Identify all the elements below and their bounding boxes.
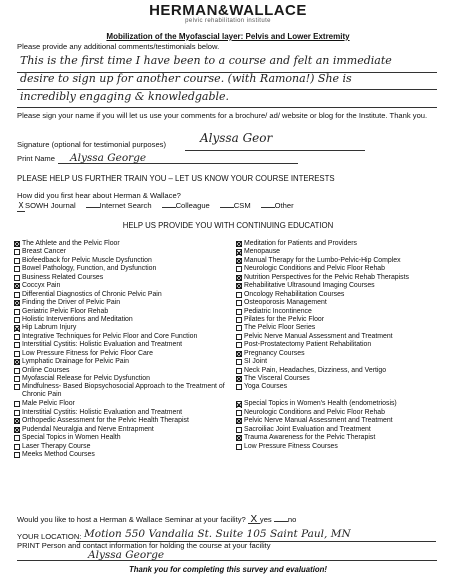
course-option[interactable] — [236, 400, 456, 408]
course-label: Menopause — [244, 248, 281, 256]
print-name-label: Print Name — [17, 154, 55, 163]
course-checkbox[interactable] — [236, 325, 242, 331]
course-label: Sacroiliac Joint Evaluation and Treatment — [244, 425, 371, 433]
course-checkbox[interactable] — [14, 309, 20, 315]
course-option[interactable] — [236, 282, 456, 290]
course-checkbox[interactable] — [236, 384, 242, 390]
hear-option-sowh[interactable]: XSOWH Journal — [18, 201, 76, 210]
course-option[interactable] — [236, 257, 456, 265]
course-checkbox[interactable] — [14, 401, 20, 407]
course-option[interactable] — [14, 358, 234, 366]
courses-right-column — [236, 240, 456, 451]
signature-line — [185, 150, 365, 151]
course-label: Meeks Method Courses — [22, 450, 95, 458]
course-checkbox[interactable] — [14, 292, 20, 298]
course-label: Orthopedic Assessment for the Pelvic Health Therapist — [22, 417, 189, 425]
course-checkbox[interactable] — [236, 342, 242, 348]
course-label: Interstitial Cystitis: Holistic Evaluation and Treatment — [22, 408, 183, 416]
course-option[interactable] — [14, 308, 234, 316]
course-checkbox[interactable] — [14, 427, 20, 433]
course-label: Pelvic Nerve Manual Assessment and Treatment — [244, 417, 393, 425]
course-option[interactable] — [14, 248, 234, 256]
course-label: Yoga Courses — [244, 383, 288, 391]
course-option[interactable] — [236, 308, 456, 316]
course-option[interactable] — [14, 324, 234, 332]
course-option[interactable] — [14, 240, 234, 248]
course-label: Meditation for Patients and Providers — [244, 240, 357, 247]
course-option[interactable] — [236, 265, 456, 273]
course-option[interactable] — [236, 350, 456, 358]
course-label: The Visceral Courses — [244, 375, 310, 382]
logo-text-part: HERMAN&WALLACE — [149, 2, 307, 19]
course-label: Laser Therapy Course — [22, 442, 91, 450]
course-label: Integrative Techniques for Pelvic Floor and Core Function — [22, 332, 198, 340]
course-checkbox[interactable] — [236, 249, 242, 255]
course-checkbox[interactable] — [14, 342, 20, 348]
location-value[interactable]: Motion 550 Vandalia St. Suite 105 Saint Paul, MN — [84, 528, 351, 540]
course-option[interactable] — [14, 282, 234, 290]
course-label: Biofeedback for Pelvic Muscle Dysfunction — [22, 256, 152, 264]
course-label: Differential Diagnostics of Chronic Pelvic Pain — [22, 290, 162, 298]
course-label: The Athlete and the Pelvic Floor — [22, 240, 120, 247]
course-option[interactable] — [14, 417, 234, 425]
print-name-value[interactable]: Alyssa George — [70, 152, 147, 164]
course-checkbox[interactable] — [236, 401, 242, 407]
course-option[interactable] — [14, 257, 234, 265]
hear-option-csm[interactable]: CSM — [220, 202, 251, 212]
course-option[interactable] — [14, 375, 234, 383]
course-label: Holistic Interventions and Meditation — [22, 315, 133, 323]
course-option[interactable] — [236, 248, 456, 256]
course-option[interactable] — [14, 274, 234, 282]
course-option[interactable] — [236, 240, 456, 248]
course-label: Hip Labrum Injury — [22, 324, 77, 332]
course-label: Finding the Driver of Pelvic Pain — [22, 299, 121, 307]
course-label: Bowel Pathology, Function, and Dysfunction — [22, 265, 157, 273]
course-option[interactable] — [236, 316, 456, 324]
course-label: Manual Therapy for the Lumbo-Pelvic-Hip Complex — [244, 256, 401, 264]
course-option[interactable] — [14, 443, 234, 451]
course-checkbox[interactable] — [236, 359, 242, 365]
course-checkbox[interactable] — [14, 300, 20, 306]
courses-left-column — [14, 240, 234, 459]
course-option[interactable] — [14, 299, 234, 307]
contact-value[interactable]: Alyssa George — [88, 549, 165, 561]
course-label: Nutrition Perspectives for the Pelvic Rehab Therapists — [244, 273, 409, 281]
course-checkbox[interactable] — [236, 418, 242, 424]
course-label: Breast Cancer — [22, 248, 67, 256]
form-title: Mobilization of the Myofascial layer: Pelvis and Lower Extremity — [106, 32, 350, 41]
course-checkbox[interactable] — [14, 258, 20, 264]
course-checkbox[interactable] — [14, 376, 20, 382]
course-checkbox[interactable] — [236, 376, 242, 382]
course-checkbox[interactable] — [236, 427, 242, 433]
education-heading: HELP US PROVIDE YOU WITH CONTINUING EDUCATION — [122, 221, 334, 230]
course-checkbox[interactable] — [14, 334, 20, 340]
course-option[interactable] — [14, 367, 234, 375]
course-option — [236, 392, 456, 400]
course-option[interactable] — [236, 417, 456, 425]
course-checkbox[interactable] — [14, 444, 20, 450]
course-checkbox[interactable] — [14, 266, 20, 272]
course-label: Oncology Rehabilitation Courses — [244, 290, 345, 298]
course-label: Business Related Courses — [22, 273, 104, 281]
course-label: Trauma Awareness for the Pelvic Therapist — [244, 434, 376, 442]
hear-option-internet[interactable]: Internet Search — [86, 202, 152, 212]
course-option[interactable] — [236, 274, 456, 282]
course-checkbox[interactable] — [14, 452, 20, 458]
course-checkbox[interactable] — [14, 368, 20, 374]
course-checkbox[interactable] — [236, 258, 242, 264]
course-label: Neurologic Conditions and Pelvic Floor Rehab — [244, 265, 385, 273]
course-label: Coccyx Pain — [22, 282, 61, 290]
course-option[interactable] — [14, 350, 234, 358]
course-checkbox[interactable] — [236, 275, 242, 281]
course-checkbox[interactable] — [14, 384, 20, 390]
course-label: Myofascial Release for Pelvic Dysfunction — [22, 375, 150, 382]
course-checkbox[interactable] — [14, 359, 20, 365]
location-label: YOUR LOCATION: — [17, 532, 82, 541]
permission-text: Please sign your name if you will let us use your comments for a brochure/ ad/ website or blog for the Institute. Thank you. — [17, 111, 428, 120]
course-label: Interstitial Cystitis: Holistic Evaluation and Treatment — [22, 341, 183, 349]
course-option[interactable] — [236, 358, 456, 366]
course-option[interactable] — [236, 299, 456, 307]
host-question-text: Would you like to host a Herman & Wallace Seminar at your facility? — [17, 515, 246, 524]
course-checkbox[interactable] — [14, 351, 20, 357]
course-checkbox[interactable] — [14, 410, 20, 416]
comment-handwriting-2[interactable]: desire to sign up for another course. (with Ramona!) She is — [20, 72, 352, 85]
course-label: Low Pressure Fitness for Pelvic Floor Care — [22, 349, 153, 357]
logo-tagline: pelvic rehabilitation institute — [185, 18, 271, 25]
course-option[interactable] — [14, 316, 234, 324]
course-option[interactable] — [236, 324, 456, 332]
course-checkbox[interactable] — [14, 283, 20, 289]
course-label: Osteoporosis Management — [244, 299, 327, 307]
course-option[interactable] — [236, 375, 456, 383]
comments-prompt: Please provide any additional comments/testimonials below. — [17, 42, 220, 51]
hear-question: How did you first hear about Herman & Wallace? — [17, 191, 181, 200]
signature-label: Signature (optional for testimonial purposes) — [17, 140, 167, 149]
course-label: Low Pressure Fitness Courses — [244, 442, 338, 450]
course-option[interactable] — [14, 426, 234, 434]
course-checkbox[interactable] — [236, 334, 242, 340]
course-option[interactable] — [236, 341, 456, 349]
course-label: Pilates for the Pelvic Floor — [244, 315, 325, 323]
course-option[interactable] — [14, 383, 234, 400]
course-option[interactable] — [236, 443, 456, 451]
course-checkbox[interactable] — [14, 325, 20, 331]
contact-label: PRINT Person and contact information for holding the course at your facility — [17, 541, 271, 550]
course-option[interactable] — [14, 434, 234, 442]
comment-line-3 — [17, 107, 437, 108]
course-option[interactable] — [236, 434, 456, 442]
course-label: Neck Pain, Headaches, Dizziness, and Vertigo — [244, 366, 387, 374]
course-checkbox[interactable] — [14, 435, 20, 441]
course-checkbox[interactable] — [236, 368, 242, 374]
course-label: Lymphatic Drainage for Pelvic Pain — [22, 358, 129, 366]
course-checkbox[interactable] — [236, 283, 242, 289]
course-label: Post-Prostatectomy Patient Rehabilitation — [244, 341, 372, 349]
course-option[interactable] — [236, 383, 456, 391]
course-label: Neurologic Conditions and Pelvic Floor Rehab — [244, 408, 385, 416]
course-label: The Pelvic Floor Series — [244, 324, 316, 332]
course-label: Pudendal Neuralgia and Nerve Entrapment — [22, 425, 154, 433]
course-option[interactable] — [14, 400, 234, 408]
course-label: SI Joint — [244, 358, 267, 366]
host-question — [17, 516, 296, 525]
course-checkbox[interactable] — [236, 444, 242, 450]
course-label: Mindfulness- Based Biopsychosocial Approach to the Treatment of Chronic Pain — [22, 383, 225, 399]
course-option[interactable] — [14, 409, 234, 417]
course-option[interactable] — [236, 333, 456, 341]
comment-handwriting-3[interactable]: incredibly engaging & knowledgable. — [20, 90, 230, 103]
course-checkbox[interactable] — [236, 266, 242, 272]
course-checkbox[interactable] — [236, 410, 242, 416]
course-checkbox[interactable] — [236, 241, 242, 247]
course-label: Special Topics in Women's Health (endometriosis) — [244, 400, 397, 408]
course-checkbox[interactable] — [236, 309, 242, 315]
hear-option-colleague[interactable]: Colleague — [162, 202, 210, 212]
hear-option-other[interactable]: Other — [261, 202, 294, 212]
footer-thanks: Thank you for completing this survey and evaluation! — [129, 565, 327, 574]
host-yes-option[interactable]: X yes — [248, 515, 272, 524]
course-option[interactable] — [14, 291, 234, 299]
course-label: Geriatric Pelvic Floor Rehab — [22, 307, 109, 315]
course-checkbox[interactable] — [14, 275, 20, 281]
train-heading: PLEASE HELP US FURTHER TRAIN YOU – LET US KNOW YOUR COURSE INTERESTS — [17, 174, 335, 183]
course-checkbox[interactable] — [14, 249, 20, 255]
course-label: Pediatric Incontinence — [244, 307, 312, 315]
course-checkbox[interactable] — [236, 435, 242, 441]
course-checkbox[interactable] — [14, 317, 20, 323]
course-label: Special Topics in Women Health — [22, 434, 121, 442]
course-option[interactable] — [236, 426, 456, 434]
course-checkbox[interactable] — [236, 317, 242, 323]
course-option[interactable] — [236, 291, 456, 299]
institute-logo — [0, 2, 456, 25]
course-checkbox[interactable] — [14, 418, 20, 424]
course-option[interactable] — [236, 367, 456, 375]
course-label: Male Pelvic Floor — [22, 400, 75, 408]
course-checkbox[interactable] — [236, 351, 242, 357]
course-label: Rehabilitative Ultrasound Imaging Courses — [244, 282, 375, 290]
course-checkbox[interactable] — [236, 300, 242, 306]
course-label: Online Courses — [22, 366, 70, 374]
course-option[interactable] — [236, 409, 456, 417]
course-option[interactable] — [14, 265, 234, 273]
signature-value[interactable]: Alyssa Geor — [200, 131, 273, 145]
course-option[interactable] — [14, 341, 234, 349]
course-checkbox[interactable] — [14, 241, 20, 247]
contact-line — [17, 560, 437, 561]
course-label: Pelvic Nerve Manual Assessment and Treatment — [244, 332, 393, 340]
course-checkbox[interactable] — [236, 292, 242, 298]
course-option[interactable] — [14, 333, 234, 341]
comment-handwriting-1[interactable]: This is the first time I have been to a course and felt an immediate — [20, 54, 392, 67]
host-no-option[interactable]: no — [274, 515, 296, 524]
hear-options — [17, 202, 294, 212]
course-option[interactable] — [14, 451, 234, 459]
course-label: Pregnancy Courses — [244, 349, 305, 357]
